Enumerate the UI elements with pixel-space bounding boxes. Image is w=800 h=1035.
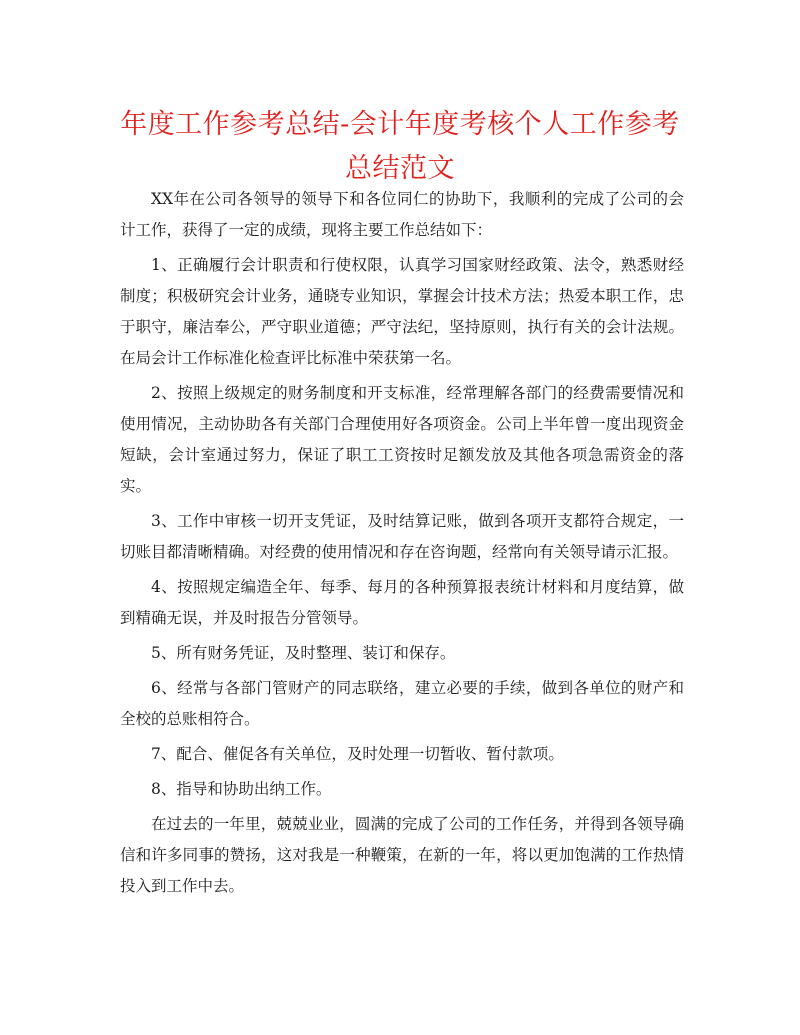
document-title: 年度工作参考总结-会计年度考核个人工作参考总结范文 xyxy=(120,109,680,184)
intro-paragraph: XX年在公司各领导的领导下和各位同仁的协助下，我顺利的完成了公司的会计工作，获得了一定的成绩，现将主要工作总结如下： xyxy=(120,190,684,239)
item-paragraph-4: 4、按照规定编造全年、每季、每月的各种预算报表统计材料和月度结算，做到精确无误，并及时报告分管领导。 xyxy=(120,578,684,627)
item-paragraph-8: 8、指导和协助出纳工作。 xyxy=(151,780,332,798)
item-paragraph-6: 6、经常与各部门管财产的同志联络，建立必要的手续，做到各单位的财产和全校的总账相符合。 xyxy=(120,679,684,728)
item-paragraph-3: 3、工作中审核一切开支凭证，及时结算记账，做到各项开支都符合规定，一切账目都清晰精确。对经费的使用情况和存在咨询题，经常向有关领导请示汇报。 xyxy=(120,512,684,561)
item-paragraph-5: 5、所有财务凭证，及时整理、装订和保存。 xyxy=(151,644,456,662)
item-paragraph-1: 1、正确履行会计职责和行使权限，认真学习国家财经政策、法令，熟悉财经制度；积极研究会计业务，通晓专业知识，掌握会计技术方法；热爱本职工作，忠于职守，廉洁奉公，严守职业道德；严守法纪，坚持原则，执行有关的会计法规。在局会计工作标准化检查评比标准中荣获第一名。 xyxy=(120,256,684,367)
item-paragraph-7: 7、配合、催促各有关单位，及时处理一切暂收、暂付款项。 xyxy=(151,745,564,763)
closing-paragraph: 在过去的一年里，兢兢业业，圆满的完成了公司的工作任务，并得到各领导确信和许多同事的赞扬，这对我是一种鞭策，在新的一年，将以更加饱满的工作热情投入到工作中去。 xyxy=(120,815,684,895)
document-body xyxy=(120,184,684,906)
item-paragraph-2: 2、按照上级规定的财务制度和开支标准，经常理解各部门的经费需要情况和使用情况，主动协助各有关部门合理使用好各项资金。公司上半年曾一度出现资金短缺，会计室通过努力，保证了职工工资按时足额发放及其他各项急需资金的落实。 xyxy=(120,384,684,495)
